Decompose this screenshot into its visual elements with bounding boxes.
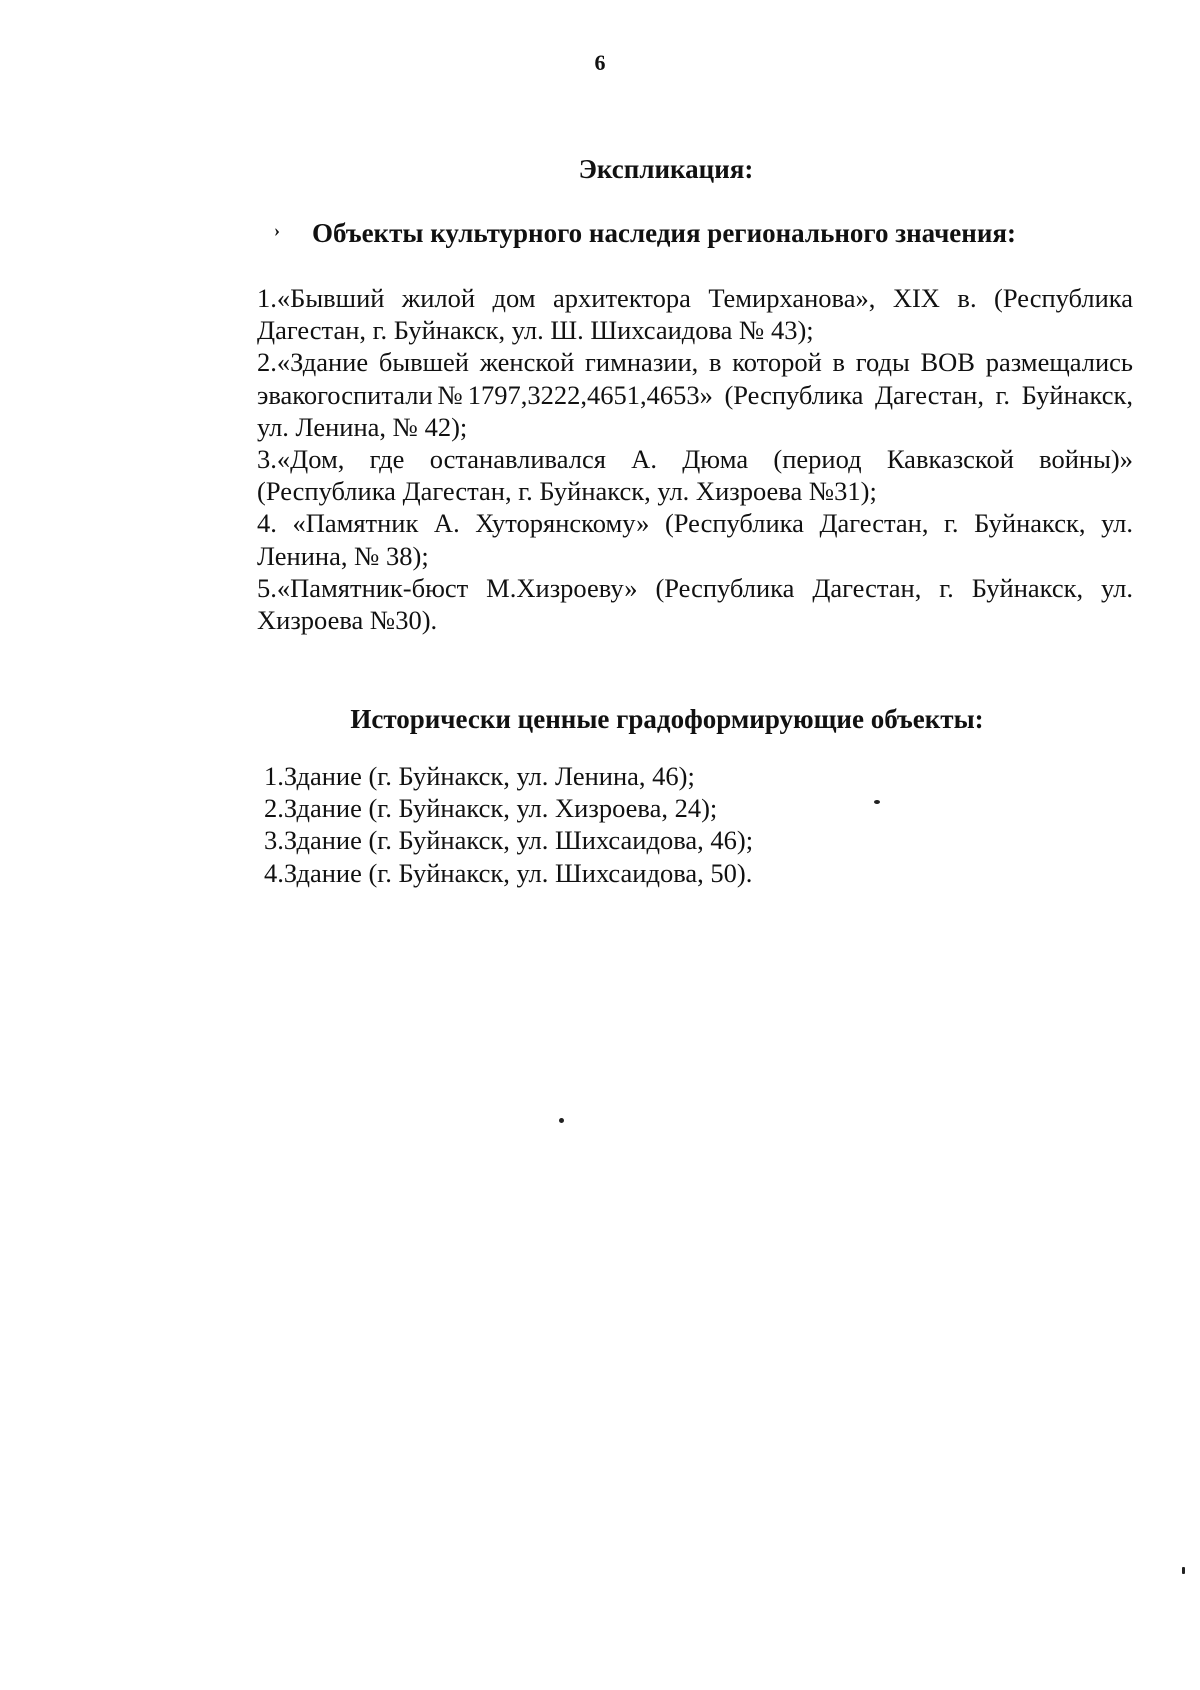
historic-building-item: 4.Здание (г. Буйнакск, ул. Шихсаидова, 50). [264,857,753,888]
historic-building-item: 2.Здание (г. Буйнакск, ул. Хизроева, 24); [264,793,718,824]
heritage-object-item: 3.«Дом, где останавливался А. Дюма (период Кавказской войны)» (Республика Дагестан, г. Буйнакск, ул. Хизроева №31); [257,444,1133,507]
scan-speck [874,800,880,804]
document-title: Экспликация: [578,154,754,184]
page-number: 6 [594,50,606,75]
historic-building-item: 1.Здание (г. Буйнакск, ул. Ленина, 46); [264,761,695,791]
bullet-marker: › [274,220,280,240]
heritage-object-item: 5.«Памятник-бюст М.Хизроеву» (Республика Дагестан, г. Буйнакск, ул. Хизроева №30). [257,572,1133,636]
scan-speck [1182,1567,1185,1574]
heritage-object-item: 4. «Памятник А. Хуторянскому» (Республика Дагестан, г. Буйнакск, ул. Ленина, № 38); [257,508,1133,571]
scan-speck [559,1118,564,1123]
historic-buildings-list [264,760,753,889]
heritage-object-item: 2.«Здание бывшей женской гимназии, в которой в годы ВОВ размещались эвакогоспитали№1797,3222,4651,4653» (Республика Дагестан, г. Буйнакск, ул. Ленина, № 42); [257,347,1133,442]
section-historic-title: Исторически ценные градоформирующие объекты: [350,704,984,734]
heritage-objects-list [257,282,1133,636]
section-heritage-title: Объекты культурного наследия регионального значения: [312,218,1016,248]
heritage-object-item: 1.«Бывший жилой дом архитектора Темирханова», XIX в. (Республика Дагестан, г. Буйнакск, ул. Ш. Шихсаидова № 43); [257,283,1133,346]
historic-building-item: 3.Здание (г. Буйнакск, ул. Шихсаидова, 46); [264,825,754,856]
